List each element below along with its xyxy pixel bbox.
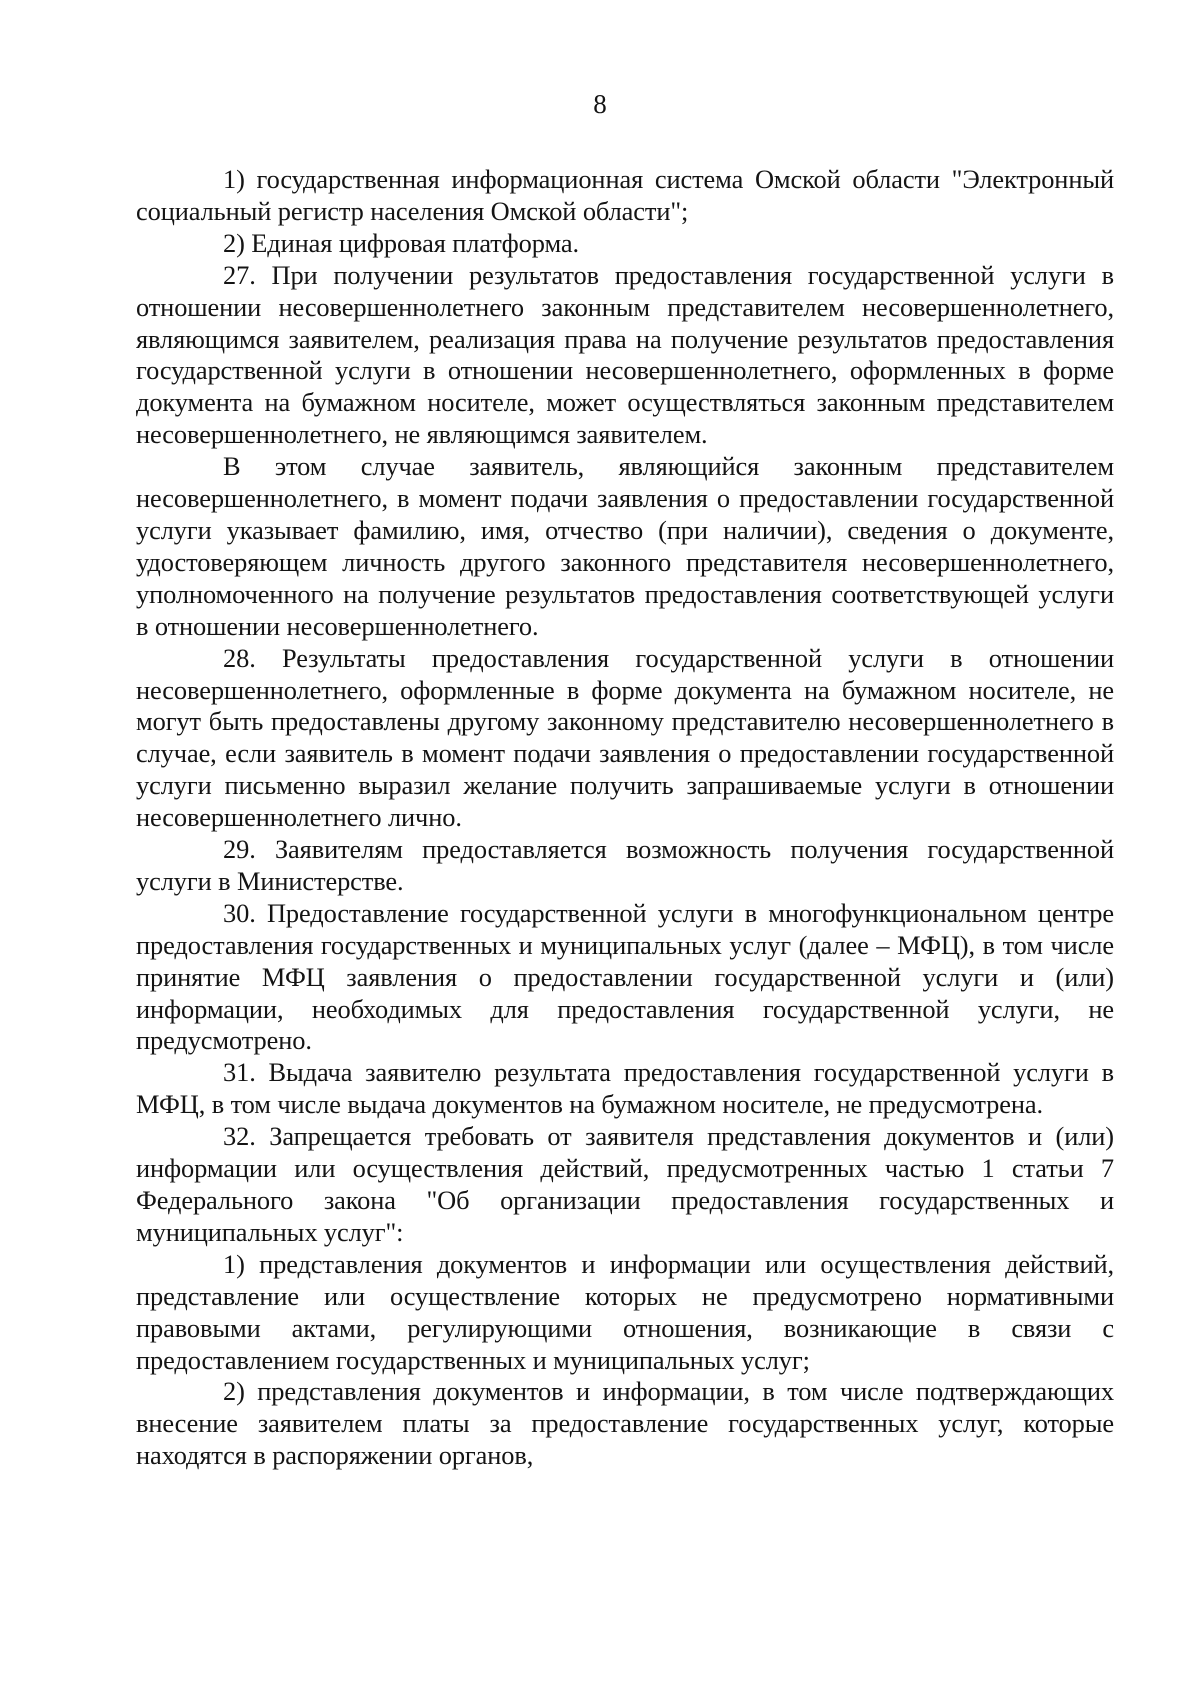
- paragraph-31: 31. Выдача заявителю результата предоставления государственной услуги в МФЦ, в том числе выдача документов на бумажном носителе, не предусмотрена.: [136, 1057, 1114, 1120]
- paragraph-item-2: 2) Единая цифровая платформа.: [223, 227, 580, 258]
- page-number: 8: [593, 89, 607, 119]
- document-body: [136, 164, 1114, 1472]
- paragraph-27-continuation: В этом случае заявитель, являющийся законным представителем несовершеннолетнего, в момент подачи заявления о предоставлении государственной услуги указывает фамилию, имя, отчество (при наличии), сведения о документе, удостоверяющем личность другого законного представителя несовершеннолетнего, уполномоченного на получение результатов предоставления соответствующей услуги в отношении несовершеннолетнего.: [136, 451, 1114, 641]
- paragraph-32-item-2: 2) представления документов и информации, в том числе подтверждающих внесение заявителем платы за предоставление государственных услуг, которые находятся в распоряжении органов,: [136, 1376, 1114, 1471]
- paragraph-30: 30. Предоставление государственной услуги в многофункциональном центре предоставления государственных и муниципальных услуг (далее – МФЦ), в том числе принятие МФЦ заявления о предоставлении государственной услуги и (или) информации, необходимых для предоставления государственной услуги, не предусмотрено.: [136, 897, 1114, 1056]
- paragraph-29: 29. Заявителям предоставляется возможность получения государственной услуги в Министерстве.: [136, 834, 1114, 896]
- paragraph-27: 27. При получении результатов предоставления государственной услуги в отношении несовершеннолетнего законным представителем несовершеннолетнего, являющимся заявителем, реализация права на получение результатов предоставления государственной услуги в отношении несовершеннолетнего, оформленных в форме документа на бумажном носителе, может осуществляться законным представителем несовершеннолетнего, не являющимся заявителем.: [136, 259, 1114, 450]
- paragraph-32: 32. Запрещается требовать от заявителя представления документов и (или) информации или осуществления действий, предусмотренных частью 1 статьи 7 Федерального закона "Об организации предоставления государственных и муниципальных услуг":: [136, 1121, 1114, 1247]
- paragraph-32-item-1: 1) представления документов и информации или осуществления действий, представление или осуществление которых не предусмотрено нормативными правовыми актами, регулирующими отношения, возникающие в связи с предоставлением государственных и муниципальных услуг;: [136, 1248, 1114, 1375]
- paragraph-item-1: 1) государственная информационная система Омской области "Электронный социальный регистр населения Омской области";: [136, 164, 1114, 226]
- paragraph-28: 28. Результаты предоставления государственной услуги в отношении несовершеннолетнего, оформленные в форме документа на бумажном носителе, не могут быть предоставлены другому законному представителю несовершеннолетнего в случае, если заявитель в момент подачи заявления о предоставлении государственной услуги письменно выразил желание получить запрашиваемые услуги в отношении несовершеннолетнего лично.: [136, 642, 1114, 833]
